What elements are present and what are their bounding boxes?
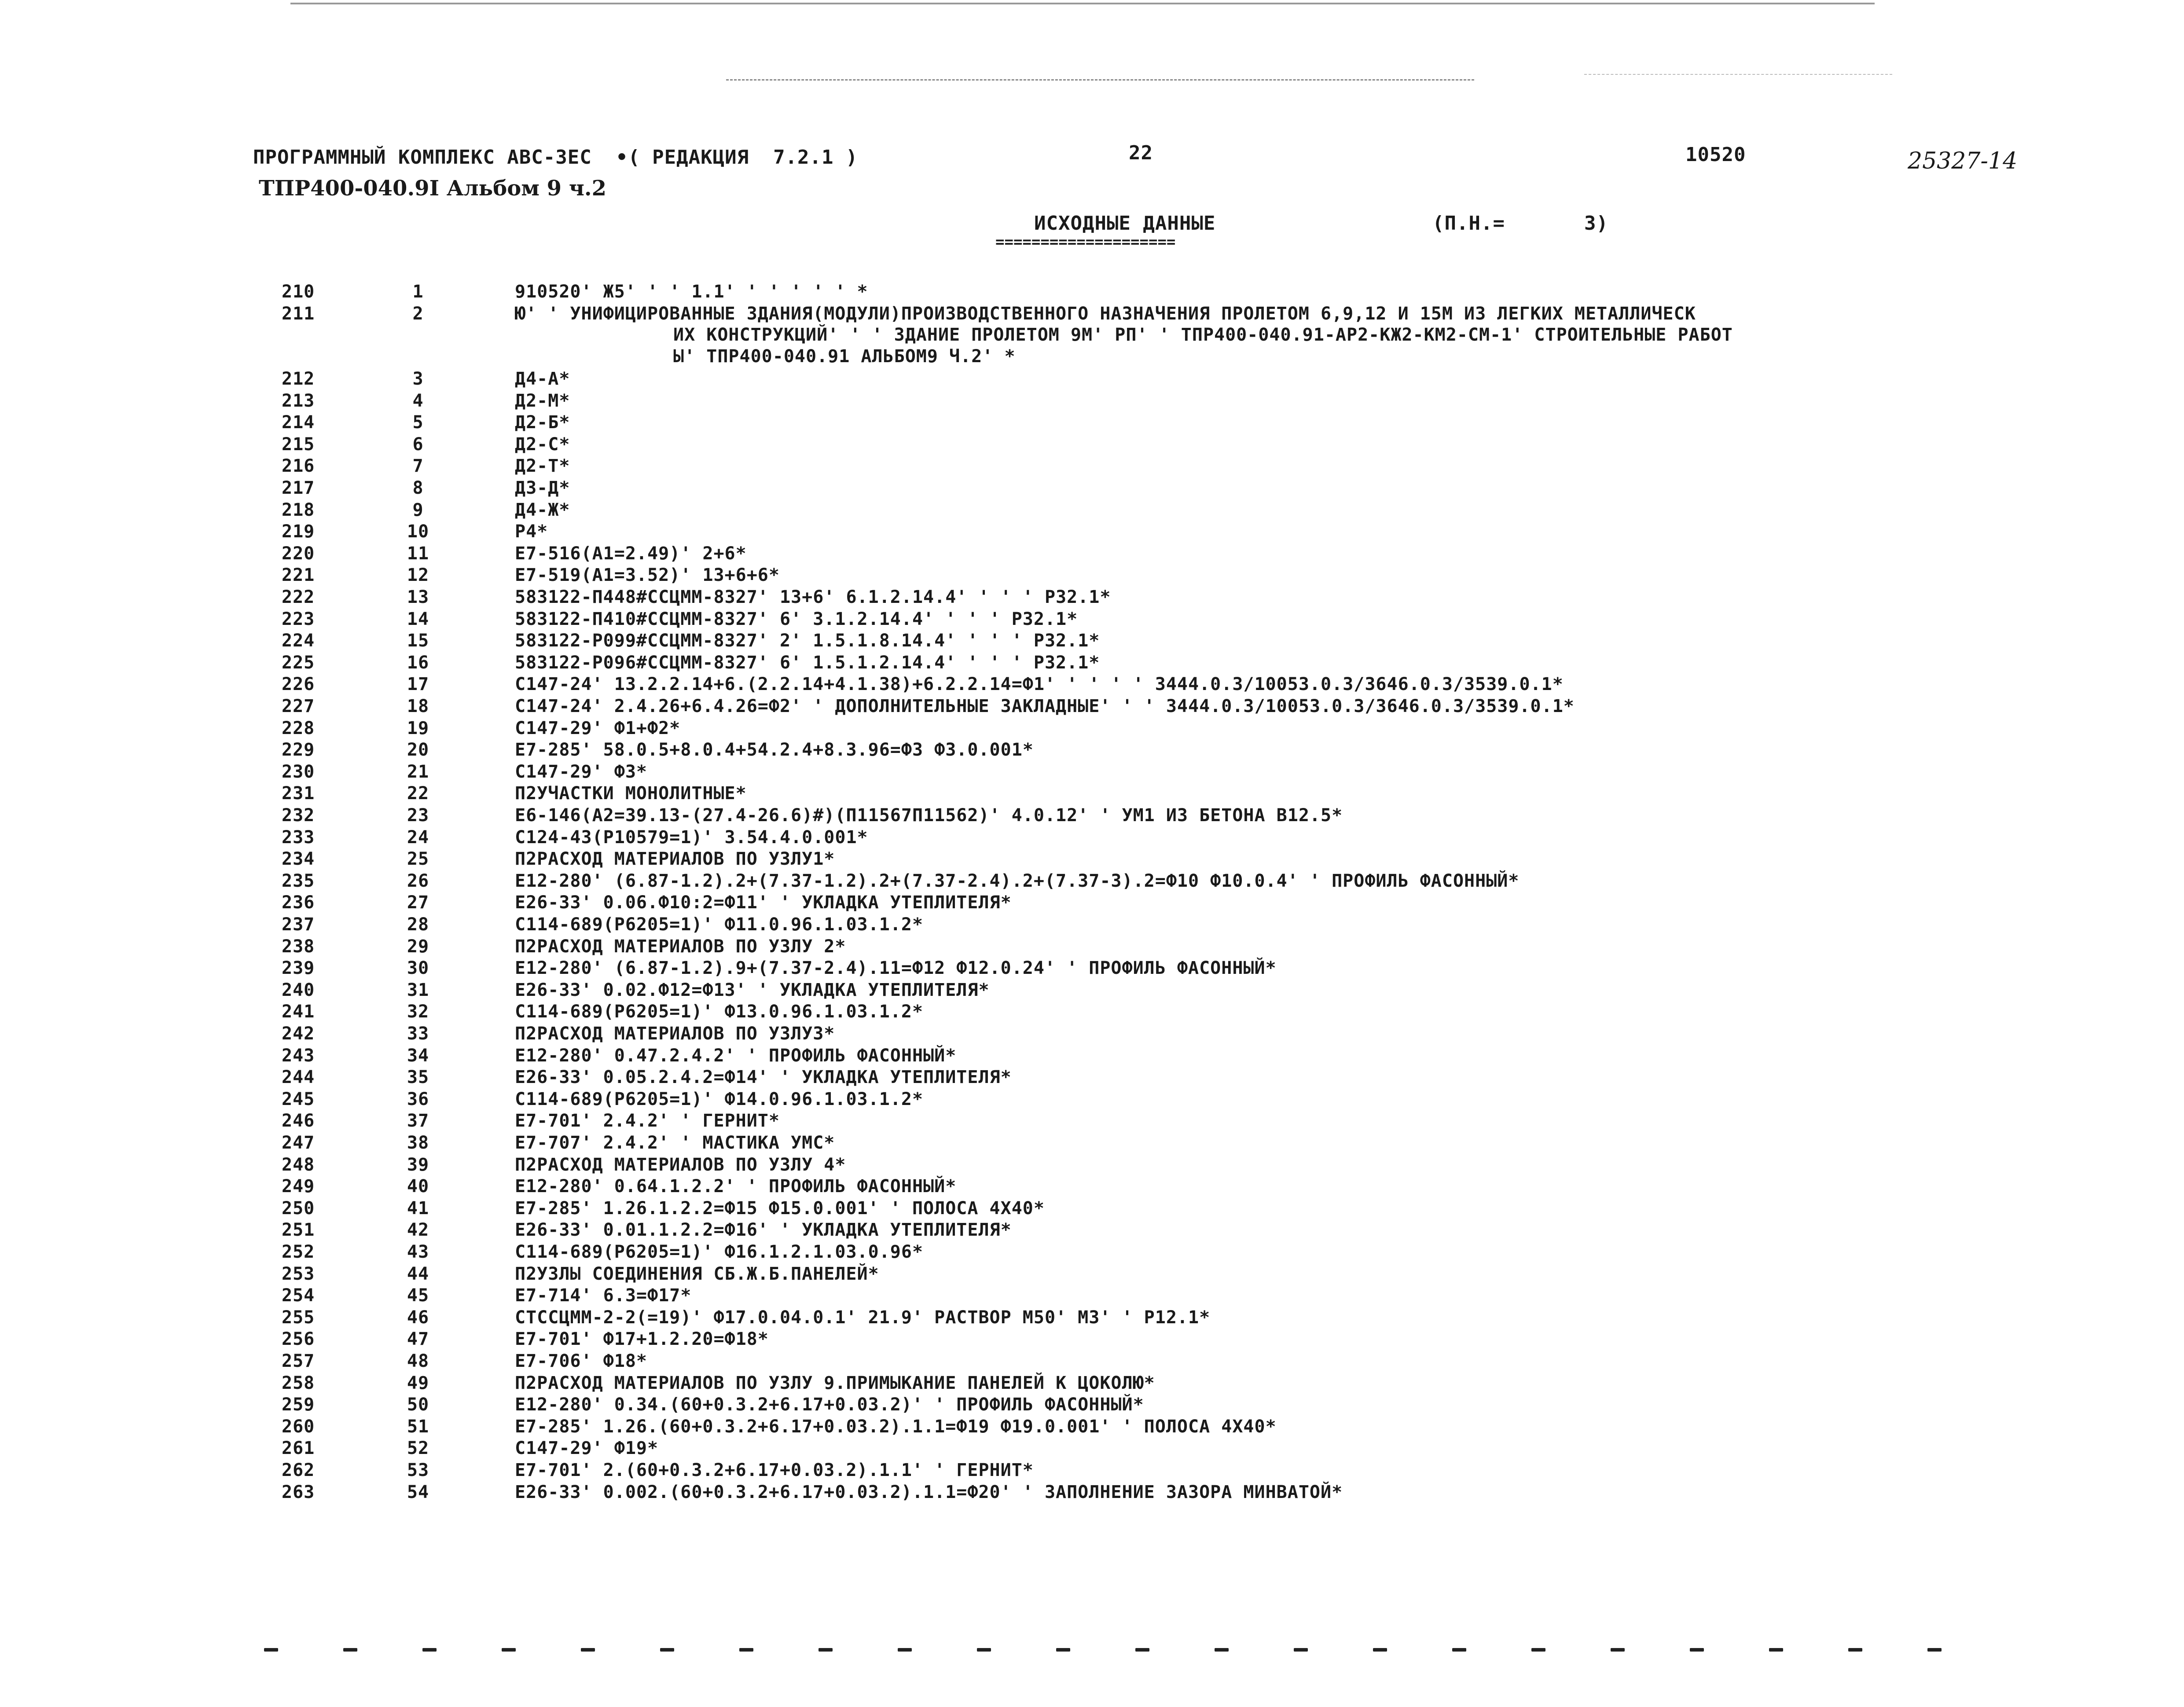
listing-row — [0, 1133, 2184, 1154]
statement-text: С147-24' 2.4.26+6.4.26=Ф2' ' ДОПОЛНИТЕЛЬНЫЕ ЗАКЛАДНЫЕ' ' ' 3444.0.3/10053.0.3/3646.0.3/3539.0.1* — [515, 696, 1575, 716]
statement-number: 52 — [407, 1438, 429, 1458]
statement-text: Е26-33' 0.02.Ф12=Ф13' ' УКЛАДКА УТЕПЛИТЕЛЯ* — [515, 980, 990, 1000]
statement-number: 27 — [407, 892, 429, 913]
line-number: 251 — [282, 1220, 315, 1240]
statement-number: 26 — [407, 871, 429, 891]
listing-row — [0, 521, 2184, 543]
line-number: 256 — [282, 1329, 315, 1349]
line-number: 232 — [282, 805, 315, 826]
statement-text: Е7-701' 2.4.2' ' ГЕРНИТ* — [515, 1111, 780, 1131]
listing-row — [0, 1242, 2184, 1263]
statement-text: 583122-Р096#ССЦММ-8327' 6' 1.5.1.2.14.4' ' ' ' Р32.1* — [515, 653, 1100, 673]
listing-row — [0, 304, 2184, 325]
listing-row — [0, 1046, 2184, 1067]
statement-number: 51 — [407, 1417, 429, 1437]
line-number: 230 — [282, 762, 315, 782]
footer-dash — [1373, 1648, 1387, 1652]
statement-number: 3 — [412, 369, 424, 389]
statement-text: СТССЦММ-2-2(=19)' Ф17.0.04.0.1' 21.9' РАСТВОР М50' М3' ' Р12.1* — [515, 1307, 1211, 1328]
line-number: 229 — [282, 740, 315, 760]
statement-number: 42 — [407, 1220, 429, 1240]
statement-text: Е12-280' 0.34.(60+0.3.2+6.17+0.03.2)' ' ПРОФИЛЬ ФАСОННЫЙ* — [515, 1395, 1144, 1415]
statement-text: С147-29' Ф1+Ф2* — [515, 718, 681, 738]
statement-number: 22 — [407, 783, 429, 804]
footer-dash — [581, 1648, 595, 1652]
statement-text: Е7-285' 58.0.5+8.0.4+54.2.4+8.3.96=Ф3 Ф3.0.001* — [515, 740, 1034, 760]
line-number: 212 — [282, 369, 315, 389]
listing-row — [0, 1351, 2184, 1372]
footer-dash — [898, 1648, 912, 1652]
line-number: 223 — [282, 609, 315, 629]
listing-row — [0, 1002, 2184, 1023]
statement-text: П2УЗЛЫ СОЕДИНЕНИЯ СБ.Ж.Б.ПАНЕЛЕЙ* — [515, 1264, 879, 1284]
listing-row — [0, 1024, 2184, 1045]
listing-row — [0, 783, 2184, 804]
listing-row — [0, 718, 2184, 739]
line-number: 257 — [282, 1351, 315, 1371]
statement-number: 32 — [407, 1002, 429, 1022]
statement-number: 40 — [407, 1176, 429, 1197]
listing-row — [0, 1438, 2184, 1459]
statement-number: 33 — [407, 1024, 429, 1044]
statement-text: П2РАСХОД МАТЕРИАЛОВ ПО УЗЛУ 9.ПРИМЫКАНИЕ ПАНЕЛЕЙ К ЦОКОЛЮ* — [515, 1373, 1155, 1393]
line-number: 242 — [282, 1024, 315, 1044]
footer-dash — [1531, 1648, 1545, 1652]
page-number: 22 — [1129, 142, 1153, 164]
section-title-underline: ==================== — [995, 233, 1176, 251]
statement-number: 23 — [407, 805, 429, 826]
footer-dash — [1215, 1648, 1229, 1652]
line-number: 214 — [282, 412, 315, 433]
listing-row — [0, 412, 2184, 433]
listing-row — [0, 849, 2184, 870]
footer-dash — [1927, 1648, 1942, 1652]
listing-row — [0, 892, 2184, 914]
statement-number: 4 — [412, 391, 424, 411]
statement-number: 1 — [412, 282, 424, 302]
statement-text: П2РАСХОД МАТЕРИАЛОВ ПО УЗЛУ3* — [515, 1024, 835, 1044]
statement-number: 20 — [407, 740, 429, 760]
listing-row — [0, 740, 2184, 761]
pn-label: (П.Н.= — [1432, 212, 1505, 235]
footer-dash — [264, 1648, 278, 1652]
statement-text: 583122-П410#ССЦММ-8327' 6' 3.1.2.14.4' ' ' ' Р32.1* — [515, 609, 1078, 629]
listing-row — [0, 1285, 2184, 1307]
statement-number: 15 — [407, 631, 429, 651]
statement-text: Е12-280' 0.47.2.4.2' ' ПРОФИЛЬ ФАСОННЫЙ* — [515, 1046, 957, 1066]
statement-text: Е26-33' 0.002.(60+0.3.2+6.17+0.03.2).1.1=Ф20' ' ЗАПОЛНЕНИЕ ЗАЗОРА МИНВАТОЙ* — [515, 1482, 1343, 1502]
line-number: 225 — [282, 653, 315, 673]
statement-number: 5 — [412, 412, 424, 433]
line-number: 253 — [282, 1264, 315, 1284]
statement-text: С114-689(Р6205=1)' Ф13.0.96.1.03.1.2* — [515, 1002, 924, 1022]
statement-text: Ю' ' УНИФИЦИРОВАННЫЕ ЗДАНИЯ(МОДУЛИ)ПРОИЗВОДСТВЕННОГО НАЗНАЧЕНИЯ ПРОЛЕТОМ 6,9,12 И 15М ИЗ ЛЕГКИХ МЕТАЛЛИЧЕСК — [515, 304, 1696, 324]
statement-text: П2РАСХОД МАТЕРИАЛОВ ПО УЗЛУ 4* — [515, 1155, 846, 1175]
line-number: 231 — [282, 783, 315, 804]
statement-text: С147-29' Ф19* — [515, 1438, 659, 1458]
statement-text: Е12-280' 0.64.1.2.2' ' ПРОФИЛЬ ФАСОННЫЙ* — [515, 1176, 957, 1197]
line-number: 215 — [282, 434, 315, 455]
line-number: 245 — [282, 1089, 315, 1109]
listing-row — [0, 914, 2184, 936]
document-code: 10520 — [1685, 143, 1746, 166]
statement-number: 37 — [407, 1111, 429, 1131]
statement-number: 39 — [407, 1155, 429, 1175]
statement-text: Е7-285' 1.26.1.2.2=Ф15 Ф15.0.001' ' ПОЛОСА 4Х40* — [515, 1198, 1045, 1219]
line-number: 228 — [282, 718, 315, 738]
statement-number: 14 — [407, 609, 429, 629]
statement-text: Д4-Ж* — [515, 500, 570, 520]
listing-row — [0, 478, 2184, 499]
line-number: 249 — [282, 1176, 315, 1197]
listing-row — [0, 1307, 2184, 1329]
line-number: 261 — [282, 1438, 315, 1458]
listing-row — [0, 958, 2184, 979]
listing-row — [0, 1373, 2184, 1394]
statement-number: 7 — [412, 456, 424, 476]
statement-number: 46 — [407, 1307, 429, 1328]
statement-number: 43 — [407, 1242, 429, 1262]
statement-text: Е26-33' 0.06.Ф10:2=Ф11' ' УКЛАДКА УТЕПЛИТЕЛЯ* — [515, 892, 1012, 913]
listing-row — [0, 1417, 2184, 1438]
listing-row — [0, 1155, 2184, 1176]
statement-number: 19 — [407, 718, 429, 738]
listing-row — [0, 1089, 2184, 1110]
statement-text: П2РАСХОД МАТЕРИАЛОВ ПО УЗЛУ1* — [515, 849, 835, 869]
statement-text: С114-689(Р6205=1)' Ф16.1.2.1.03.0.96* — [515, 1242, 924, 1262]
statement-number: 9 — [412, 500, 424, 520]
line-number: 240 — [282, 980, 315, 1000]
line-number: 217 — [282, 478, 315, 498]
statement-text: С114-689(Р6205=1)' Ф11.0.96.1.03.1.2* — [515, 914, 924, 935]
listing-row — [0, 674, 2184, 695]
statement-number: 12 — [407, 565, 429, 585]
listing-row — [0, 1111, 2184, 1132]
statement-number: 21 — [407, 762, 429, 782]
line-number: 218 — [282, 500, 315, 520]
line-number: 259 — [282, 1395, 315, 1415]
statement-text: С147-29' Ф3* — [515, 762, 647, 782]
listing-row — [0, 609, 2184, 630]
statement-number: 44 — [407, 1264, 429, 1284]
listing-row — [0, 762, 2184, 783]
pn-value: 3) — [1584, 212, 1608, 235]
line-number: 210 — [282, 282, 315, 302]
line-number: 246 — [282, 1111, 315, 1131]
line-number: 216 — [282, 456, 315, 476]
statement-number: 48 — [407, 1351, 429, 1371]
listing-row — [0, 936, 2184, 958]
listing-row — [0, 1220, 2184, 1241]
listing-row — [0, 456, 2184, 477]
statement-number: 49 — [407, 1373, 429, 1393]
continuation-line: Ы' ТПР400-040.91 АЛЬБОМ9 Ч.2' * — [673, 346, 1016, 367]
statement-text: С114-689(Р6205=1)' Ф14.0.96.1.03.1.2* — [515, 1089, 924, 1109]
line-number: 234 — [282, 849, 315, 869]
statement-number: 18 — [407, 696, 429, 716]
footer-dash — [422, 1648, 437, 1652]
statement-number: 29 — [407, 936, 429, 957]
footer-dash — [1056, 1648, 1070, 1652]
footer-dash — [1611, 1648, 1625, 1652]
statement-number: 2 — [412, 304, 424, 324]
listing-row — [0, 587, 2184, 608]
line-number: 235 — [282, 871, 315, 891]
listing-row — [0, 1198, 2184, 1219]
line-number: 222 — [282, 587, 315, 607]
listing-row — [0, 1264, 2184, 1285]
statement-text: 910520' Ж5' ' ' 1.1' ' ' ' ' ' * — [515, 282, 868, 302]
line-number: 241 — [282, 1002, 315, 1022]
footer-dash — [502, 1648, 516, 1652]
statement-number: 38 — [407, 1133, 429, 1153]
line-number: 213 — [282, 391, 315, 411]
statement-number: 25 — [407, 849, 429, 869]
statement-number: 35 — [407, 1067, 429, 1087]
project-subtitle: ТПР400-040.9I Альбом 9 ч.2 — [259, 176, 607, 201]
statement-text: Е12-280' (6.87-1.2).2+(7.37-1.2).2+(7.37-2.4).2+(7.37-3).2=Ф10 Ф10.0.4' ' ПРОФИЛЬ ФАСОННЫЙ* — [515, 871, 1520, 891]
line-number: 243 — [282, 1046, 315, 1066]
statement-text: 583122-Р099#ССЦММ-8327' 2' 1.5.1.8.14.4' ' ' ' Р32.1* — [515, 631, 1100, 651]
line-number: 227 — [282, 696, 315, 716]
program-header: ПРОГРАММНЫЙ КОМПЛЕКС АВС-3ЕС •( РЕДАКЦИЯ 7.2.1 ) — [253, 146, 858, 169]
statement-text: Е7-701' 2.(60+0.3.2+6.17+0.03.2).1.1' ' ГЕРНИТ* — [515, 1460, 1034, 1480]
line-number: 226 — [282, 674, 315, 694]
footer-dash — [977, 1648, 991, 1652]
listing-row — [0, 391, 2184, 412]
listing-row — [0, 1067, 2184, 1088]
statement-text: Д2-Т* — [515, 456, 570, 476]
footer-dash — [343, 1648, 357, 1652]
listing-row — [0, 631, 2184, 652]
footer-dash — [1769, 1648, 1783, 1652]
statement-number: 50 — [407, 1395, 429, 1415]
listing-row — [0, 500, 2184, 521]
statement-number: 8 — [412, 478, 424, 498]
listing-row — [0, 980, 2184, 1001]
statement-text: Р4* — [515, 521, 548, 542]
statement-text: Д3-Д* — [515, 478, 570, 498]
footer-dash — [1848, 1648, 1862, 1652]
statement-text: Е7-516(А1=2.49)' 2+6* — [515, 543, 747, 564]
footer-dash — [1452, 1648, 1466, 1652]
line-number: 224 — [282, 631, 315, 651]
footer-dash — [819, 1648, 833, 1652]
statement-number: 28 — [407, 914, 429, 935]
listing-row — [0, 565, 2184, 586]
statement-text: Е7-519(А1=3.52)' 13+6+6* — [515, 565, 780, 585]
listing-row — [0, 871, 2184, 892]
statement-number: 36 — [407, 1089, 429, 1109]
line-number: 260 — [282, 1417, 315, 1437]
statement-text: Е7-714' 6.3=Ф17* — [515, 1285, 692, 1306]
statement-text: П2РАСХОД МАТЕРИАЛОВ ПО УЗЛУ 2* — [515, 936, 846, 957]
footer-dash — [660, 1648, 674, 1652]
line-number: 221 — [282, 565, 315, 585]
statement-number: 34 — [407, 1046, 429, 1066]
line-number: 239 — [282, 958, 315, 978]
statement-number: 6 — [412, 434, 424, 455]
statement-number: 53 — [407, 1460, 429, 1480]
line-number: 211 — [282, 304, 315, 324]
statement-text: Е12-280' (6.87-1.2).9+(7.37-2.4).11=Ф12 Ф12.0.24' ' ПРОФИЛЬ ФАСОННЫЙ* — [515, 958, 1277, 978]
footer-dash — [1294, 1648, 1308, 1652]
listing-row — [0, 434, 2184, 455]
statement-text: П2УЧАСТКИ МОНОЛИТНЫЕ* — [515, 783, 747, 804]
listing-row — [0, 282, 2184, 303]
statement-number: 16 — [407, 653, 429, 673]
line-number: 263 — [282, 1482, 315, 1502]
listing-row — [0, 1482, 2184, 1503]
listing-row — [0, 1395, 2184, 1416]
line-number: 219 — [282, 521, 315, 542]
statement-text: С124-43(Р10579=1)' 3.54.4.0.001* — [515, 827, 868, 848]
statement-text: Д4-А* — [515, 369, 570, 389]
line-number: 238 — [282, 936, 315, 957]
listing-row — [0, 653, 2184, 674]
section-title: ИСХОДНЫЕ ДАННЫЕ — [1034, 212, 1216, 235]
statement-text: С147-24' 13.2.2.14+6.(2.2.14+4.1.38)+6.2.2.14=Ф1' ' ' ' ' 3444.0.3/10053.0.3/3646.0.3/3539.0.1* — [515, 674, 1564, 694]
statement-number: 47 — [407, 1329, 429, 1349]
line-number: 252 — [282, 1242, 315, 1262]
listing-row — [0, 1176, 2184, 1197]
statement-text: 583122-П448#ССЦММ-8327' 13+6' 6.1.2.14.4' ' ' ' Р32.1* — [515, 587, 1111, 607]
listing-row — [0, 696, 2184, 717]
listing-row — [0, 543, 2184, 565]
footer-dash — [739, 1648, 753, 1652]
footer-dash — [1135, 1648, 1149, 1652]
line-number: 247 — [282, 1133, 315, 1153]
statement-text: Е7-701' Ф17+1.2.20=Ф18* — [515, 1329, 769, 1349]
statement-number: 41 — [407, 1198, 429, 1219]
statement-text: Е6-146(А2=39.13-(27.4-26.6)#)(П11567П11562)' 4.0.12' ' УМ1 ИЗ БЕТОНА В12.5* — [515, 805, 1343, 826]
footer-dash — [1690, 1648, 1704, 1652]
line-number: 237 — [282, 914, 315, 935]
statement-number: 13 — [407, 587, 429, 607]
statement-number: 17 — [407, 674, 429, 694]
statement-text: Е26-33' 0.05.2.4.2=Ф14' ' УКЛАДКА УТЕПЛИТЕЛЯ* — [515, 1067, 1012, 1087]
line-number: 248 — [282, 1155, 315, 1175]
statement-text: Д2-М* — [515, 391, 570, 411]
listing-row — [0, 1329, 2184, 1350]
listing-row — [0, 827, 2184, 848]
statement-number: 10 — [407, 521, 429, 542]
line-number: 255 — [282, 1307, 315, 1328]
continuation-line: ИХ КОНСТРУКЦИЙ' ' ' ЗДАНИЕ ПРОЛЕТОМ 9М' РП' ' ТПР400-040.91-АР2-КЖ2-КМ2-СМ-1' СТРОИТЕЛЬНЫЕ РАБОТ — [673, 325, 1733, 345]
statement-number: 45 — [407, 1285, 429, 1306]
listing-row — [0, 805, 2184, 826]
line-number: 254 — [282, 1285, 315, 1306]
line-number: 258 — [282, 1373, 315, 1393]
statement-text: Е26-33' 0.01.1.2.2=Ф16' ' УКЛАДКА УТЕПЛИТЕЛЯ* — [515, 1220, 1012, 1240]
line-number: 262 — [282, 1460, 315, 1480]
line-number: 236 — [282, 892, 315, 913]
line-number: 233 — [282, 827, 315, 848]
statement-number: 54 — [407, 1482, 429, 1502]
statement-number: 30 — [407, 958, 429, 978]
listing-row — [0, 1460, 2184, 1481]
line-number: 244 — [282, 1067, 315, 1087]
footer-dashed-separator — [264, 1648, 1980, 1652]
statement-number: 31 — [407, 980, 429, 1000]
statement-number: 24 — [407, 827, 429, 848]
archive-stamp: 25327-14 — [1908, 148, 2018, 174]
line-number: 220 — [282, 543, 315, 564]
listing-row — [0, 369, 2184, 390]
statement-text: Е7-706' Ф18* — [515, 1351, 647, 1371]
line-number: 250 — [282, 1198, 315, 1219]
statement-text: Д2-Б* — [515, 412, 570, 433]
statement-text: Е7-285' 1.26.(60+0.3.2+6.17+0.03.2).1.1=Ф19 Ф19.0.001' ' ПОЛОСА 4Х40* — [515, 1417, 1277, 1437]
statement-number: 11 — [407, 543, 429, 564]
statement-text: Е7-707' 2.4.2' ' МАСТИКА УМС* — [515, 1133, 835, 1153]
statement-text: Д2-С* — [515, 434, 570, 455]
